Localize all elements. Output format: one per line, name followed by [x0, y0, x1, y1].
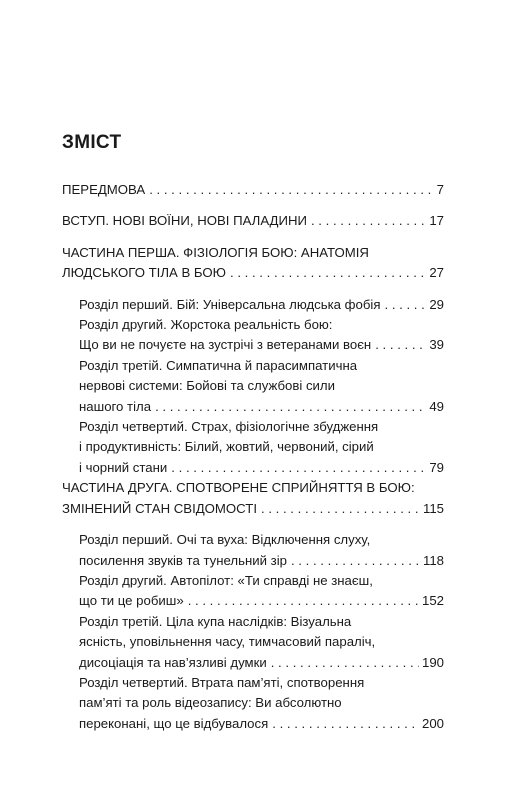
toc-entry-last-line: [79, 551, 444, 571]
page-number: 152: [421, 593, 444, 609]
toc-entry-last-line: [79, 295, 444, 315]
dot-leader: [257, 499, 420, 519]
page-number: 29: [429, 296, 444, 312]
toc-entry-last-line: [79, 397, 444, 417]
toc-entry: [62, 295, 444, 315]
toc-entry-last-line: [79, 335, 444, 355]
dot-leader: [167, 458, 426, 478]
toc-entry-last-line: [62, 263, 444, 283]
toc-entry-last-line: [79, 714, 444, 734]
toc-entry-line: нервові системи: Бойові та службові сили: [79, 378, 335, 394]
page-number: 79: [429, 459, 444, 475]
toc-entry-title: посилення звуків та тунельний зір: [79, 552, 287, 568]
page-number: 200: [421, 715, 444, 731]
toc-entry-last-line: [62, 211, 444, 231]
toc-entry-title: дисоціація та нав’язливі думки: [79, 654, 267, 670]
dot-leader: [307, 211, 426, 231]
page-number: 17: [429, 213, 444, 229]
dot-leader: [145, 180, 433, 200]
toc-title: ЗМІСТ: [62, 132, 122, 153]
dot-leader: [267, 653, 419, 673]
page-number: 39: [429, 337, 444, 353]
page-number: 115: [422, 500, 444, 516]
page-number: 27: [429, 265, 444, 281]
toc-entry: [62, 530, 444, 571]
page-number: 118: [422, 552, 444, 568]
toc-entry-title: ЗМІНЕНИЙ СТАН СВІДОМОСТІ: [62, 500, 257, 516]
page-number: 190: [421, 654, 444, 670]
dot-leader: [371, 335, 426, 355]
toc-entry-title: ЛЮДСЬКОГО ТІЛА В БОЮ: [62, 265, 226, 281]
toc-entry-last-line: [79, 591, 444, 611]
toc-entry-last-line: [79, 653, 444, 673]
toc-entry-title: Розділ перший. Бій: Універсальна людська фобія: [79, 296, 381, 312]
toc-entry-line: Розділ четвертий. Втрата пам’яті, спотворення: [79, 674, 365, 690]
toc-entry: [62, 315, 444, 356]
toc-entry: [62, 571, 444, 612]
toc-entry-title: що ти це робиш»: [79, 593, 184, 609]
toc-entry-line: ЧАСТИНА ПЕРША. ФІЗІОЛОГІЯ БОЮ: АНАТОМІЯ: [62, 244, 369, 260]
toc-entry-title: Що ви не почуєте на зустрічі з ветеранами воєн: [79, 337, 372, 353]
toc-entry: [62, 478, 444, 519]
toc-entry: [62, 243, 444, 284]
dot-leader: [381, 295, 427, 315]
table-of-contents: [62, 180, 444, 734]
toc-entry: [62, 612, 444, 673]
dot-leader: [151, 397, 426, 417]
toc-entry-title: нашого тіла: [79, 398, 152, 414]
dot-leader: [287, 551, 420, 571]
toc-entry-last-line: [79, 458, 444, 478]
toc-entry: [62, 356, 444, 417]
toc-entry: [62, 211, 444, 231]
toc-entry: [62, 673, 444, 734]
dot-leader: [268, 714, 419, 734]
toc-entry-line: Розділ третій. Ціла купа наслідків: Візуальна: [79, 613, 352, 629]
toc-entry-line: Розділ другий. Жорстока реальність бою:: [79, 317, 333, 333]
toc-entry: [62, 417, 444, 478]
toc-entry-line: пам’яті та роль відеозапису: Ви абсолютно: [79, 695, 342, 711]
toc-entry-line: Розділ третій. Симпатична й парасимпатична: [79, 357, 358, 373]
toc-entry-line: і продуктивність: Білий, жовтий, червоний, сірий: [79, 439, 374, 455]
page-number: 7: [436, 182, 444, 197]
toc-entry-line: ясність, уповільнення часу, тимчасовий параліч,: [79, 634, 376, 650]
toc-entry-title: переконані, що це відбувалося: [79, 715, 269, 731]
toc-entry-title: і чорний стани: [79, 459, 168, 475]
toc-entry-last-line: [62, 499, 444, 519]
toc-entry-title: ВСТУП. НОВІ ВОЇНИ, НОВІ ПАЛАДИНИ: [62, 213, 307, 229]
toc-entry-last-line: [62, 180, 444, 200]
toc-entry: [62, 180, 444, 200]
page-number: 49: [429, 398, 444, 414]
dot-leader: [226, 263, 426, 283]
toc-entry-line: Розділ перший. Очі та вуха: Відключення слуху,: [79, 532, 371, 548]
toc-entry-line: Розділ другий. Автопілот: «Ти справді не знаєш,: [79, 572, 373, 588]
toc-entry-line: ЧАСТИНА ДРУГА. СПОТВОРЕНЕ СПРИЙНЯТТЯ В БОЮ:: [62, 480, 415, 496]
toc-entry-line: Розділ четвертий. Страх, фізіологічне збудження: [79, 419, 379, 435]
dot-leader: [184, 591, 419, 611]
toc-entry-title: ПЕРЕДМОВА: [62, 182, 146, 197]
